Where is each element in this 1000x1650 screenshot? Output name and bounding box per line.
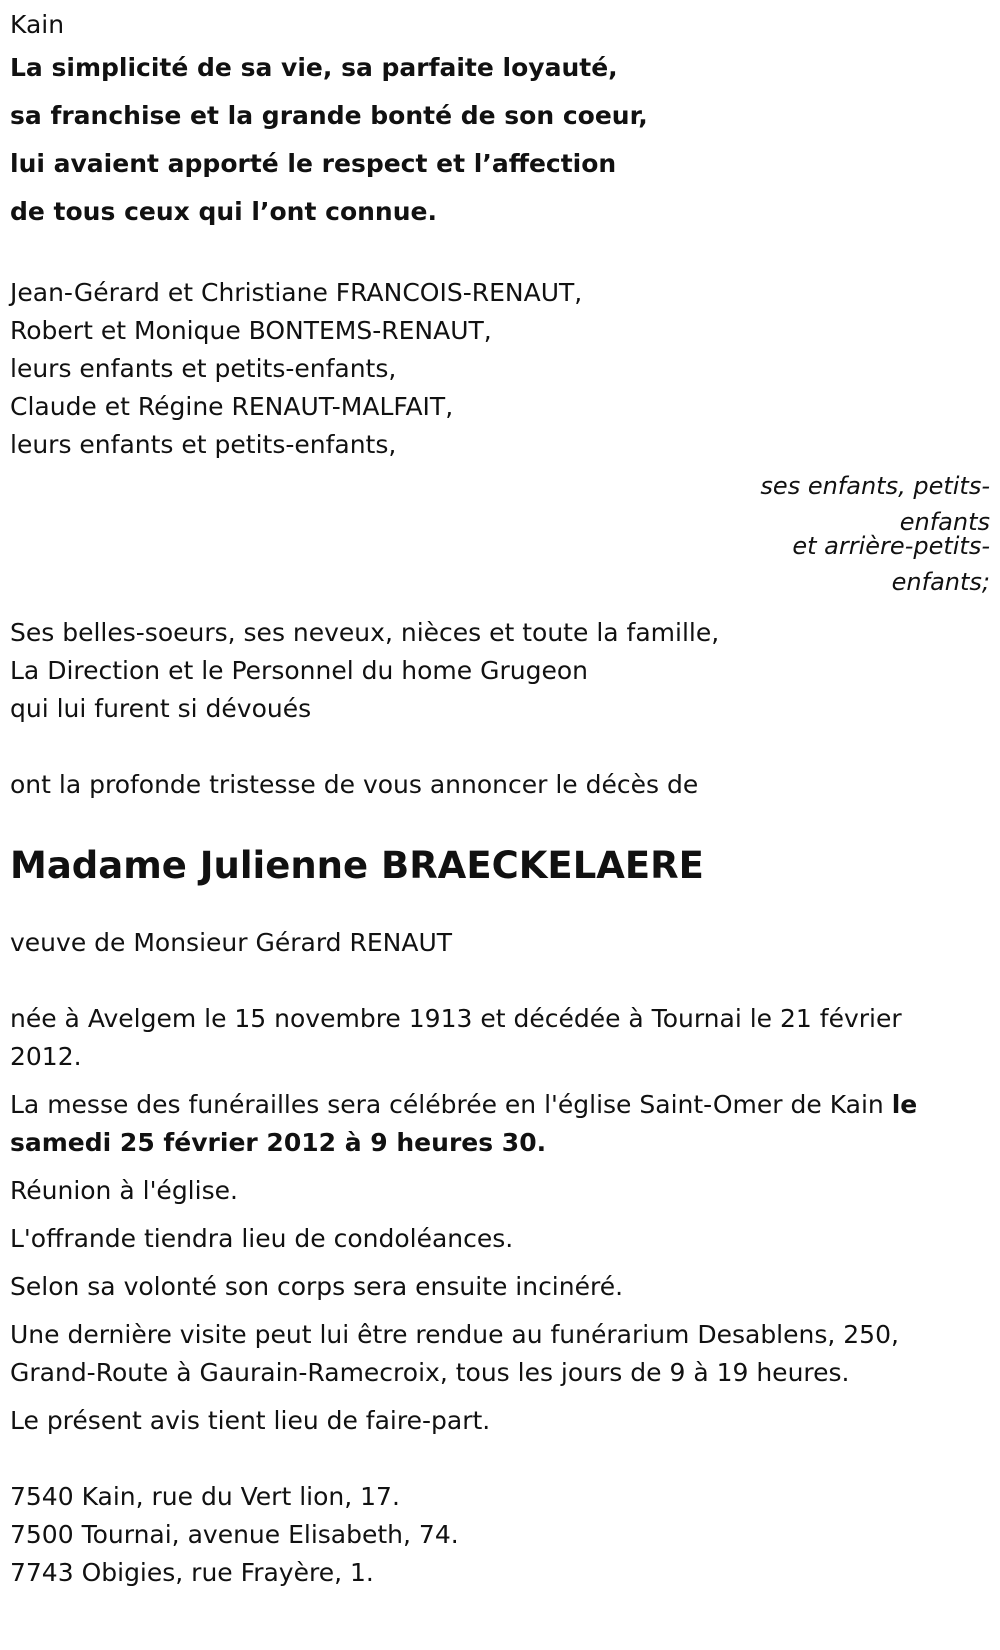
spacer — [10, 888, 990, 924]
detail-line: L'offrande tiendra lieu de condoléances. — [10, 1224, 514, 1253]
spacer — [10, 728, 990, 766]
address-list — [10, 1478, 990, 1592]
quote-line: lui avaient apporté le respect et l’affection — [10, 149, 617, 178]
spacer — [10, 962, 990, 1000]
family-line: leurs enfants et petits-enfants, — [10, 354, 397, 383]
family-line: Jean-Gérard et Christiane FRANCOIS-RENAUT, — [10, 278, 583, 307]
others-line: La Direction et le Personnel du home Grugeon — [10, 656, 588, 685]
funeral-mass-text — [10, 1086, 950, 1162]
mass-text: La messe des funérailles sera célébrée en l'église Saint-Omer de Kain — [10, 1090, 892, 1119]
quote-line: de tous ceux qui l’ont connue. — [10, 197, 437, 226]
announcement-text: ont la profonde tristesse de vous annoncer le décès de — [10, 770, 699, 799]
family-list — [10, 274, 990, 464]
death-notice — [10, 0, 990, 1592]
address-line: 7743 Obigies, rue Frayère, 1. — [10, 1558, 374, 1587]
town-label: Kain — [10, 10, 65, 39]
descendants-line: enfants — [899, 508, 990, 536]
quote-line: sa franchise et la grande bonté de son coeur, — [10, 101, 648, 130]
widow-of-text: veuve de Monsieur Gérard RENAUT — [10, 928, 453, 957]
detail-line: Une dernière visite peut lui être rendue au funérarium Desablens, 250, Grand-Route à Gaurain-Ramecroix, tous les jours de 9 à 19 heures. — [10, 1320, 899, 1387]
mass-date: le samedi 25 février 2012 à 9 heures 30. — [10, 1090, 918, 1157]
deceased-name: Madame Julienne BRAECKELAERE — [10, 844, 704, 887]
detail-line: Le présent avis tient lieu de faire-part. — [10, 1406, 491, 1435]
address-line: 7500 Tournai, avenue Elisabeth, 74. — [10, 1520, 459, 1549]
others-line: Ses belles-soeurs, ses neveux, nièces et toute la famille, — [10, 618, 720, 647]
quote-line: La simplicité de sa vie, sa parfaite loyauté, — [10, 53, 618, 82]
descendants-line: ses enfants, petits- — [760, 472, 990, 500]
descendants-block — [10, 464, 990, 614]
family-line: Robert et Monique BONTEMS-RENAUT, — [10, 316, 492, 345]
descendants-line: enfants; — [891, 568, 990, 596]
family-line: leurs enfants et petits-enfants, — [10, 430, 397, 459]
spacer — [10, 804, 990, 844]
spacer — [10, 1450, 990, 1478]
descendants-line: et arrière-petits- — [792, 532, 990, 560]
detail-line: Selon sa volonté son corps sera ensuite incinéré. — [10, 1272, 624, 1301]
birth-death-text: née à Avelgem le 15 novembre 1913 et décédée à Tournai le 21 février 2012. — [10, 1004, 902, 1071]
family-line: Claude et Régine RENAUT-MALFAIT, — [10, 392, 454, 421]
memorial-quote — [10, 44, 990, 236]
detail-line: Réunion à l'église. — [10, 1176, 238, 1205]
others-line: qui lui furent si dévoués — [10, 694, 312, 723]
others-list — [10, 614, 990, 728]
address-line: 7540 Kain, rue du Vert lion, 17. — [10, 1482, 400, 1511]
spacer — [10, 236, 990, 274]
